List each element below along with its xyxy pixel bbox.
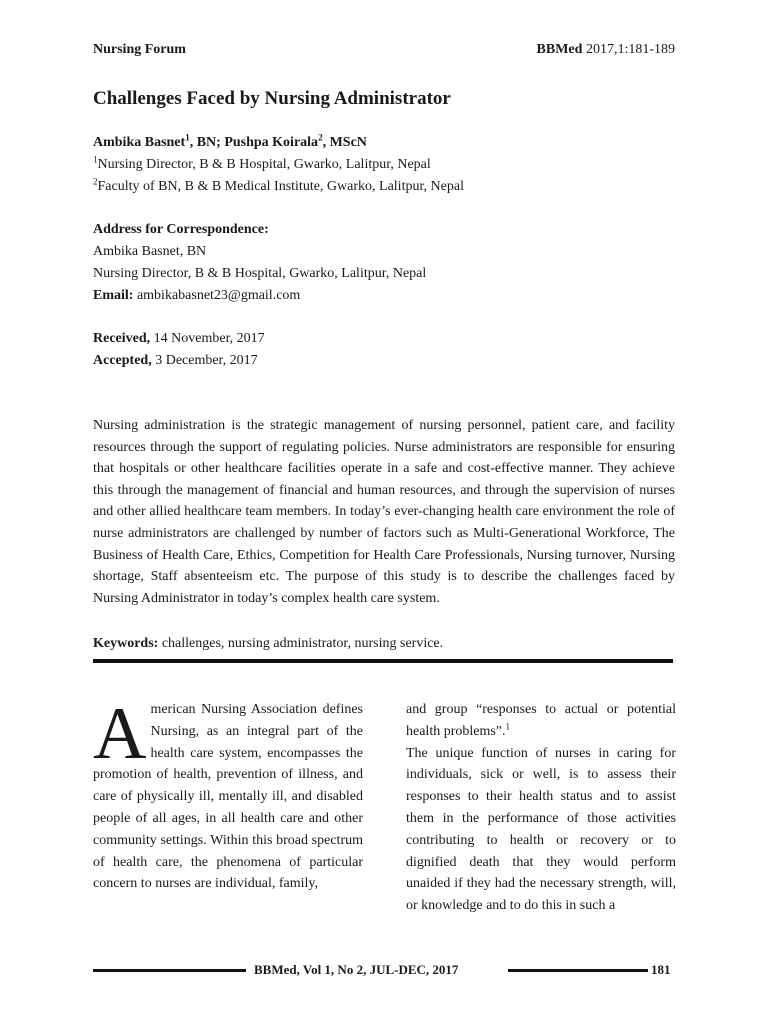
author-line [93, 132, 675, 154]
affiliation-2 [93, 176, 675, 198]
keywords [93, 633, 443, 655]
footer-issue: BBMed, Vol 1, No 2, JUL-DEC, 2017 [254, 962, 459, 977]
author-1-affil-marker: 1 [185, 132, 190, 143]
keywords-label: Keywords: [93, 636, 159, 651]
body-paragraph-1: merican Nursing Association defines Nursing, as an integral part of the health care system, encompasses the promotion of health, prevention of illness, and care of physically ill, mentally ill, and disabled people of all ages, in all health care and other community settings. Within this broad spectrum of health care, the phenomena of particular concern to nurses are individual, family, [93, 702, 363, 892]
email-label: Email: [93, 288, 134, 303]
body-column-right [406, 699, 676, 917]
reference-marker-1[interactable]: 1 [505, 721, 511, 732]
journal-section: Nursing Forum [93, 42, 186, 57]
footer-rule-left [93, 969, 246, 972]
page-number: 181 [651, 962, 671, 977]
affiliation-1-text: Nursing Director, B & B Hospital, Gwarko, Lalitpur, Nepal [97, 157, 431, 172]
author-2-name: Pushpa Koirala [224, 135, 319, 150]
article-title: Challenges Faced by Nursing Administrator [93, 88, 451, 109]
section-divider [93, 659, 673, 663]
affiliation-1 [93, 154, 675, 176]
accepted-date [93, 350, 675, 372]
drop-cap: A [93, 693, 147, 775]
body-paragraph-1-cont [406, 699, 676, 743]
body-paragraph-2: The unique function of nurses in caring for individuals, sick or well, is to assess their responses to their health status and to assist them in the performance of those activities contributing to health or recovery or to dignified death that they would perform unaided if they had the necessary strength, will, or knowledge and to do this in such a [406, 745, 676, 914]
citation [537, 42, 675, 58]
keywords-text: challenges, nursing administrator, nursing service. [158, 636, 444, 651]
author-block [93, 132, 675, 198]
affiliation-2-text: Faculty of BN, B & B Medical Institute, Gwarko, Lalitpur, Nepal [97, 179, 464, 194]
received-label: Received, [93, 331, 151, 346]
accepted-label: Accepted, [93, 353, 152, 368]
body-column-left [93, 693, 363, 895]
affiliation-1-marker: 1 [93, 154, 98, 165]
correspondence-block [93, 219, 675, 307]
received-date [93, 328, 675, 350]
author-2-degree: , MScN [322, 135, 367, 150]
footer-rule-right [508, 969, 648, 972]
citation-journal: BBMed [536, 42, 583, 57]
citation-volume-pages: 2017,1:181-189 [582, 42, 675, 57]
dates-block [93, 328, 675, 372]
correspondence-name: Ambika Basnet, BN [93, 244, 207, 259]
author-2-affil-marker: 2 [318, 132, 323, 143]
accepted-value: 3 December, 2017 [151, 353, 258, 368]
abstract: Nursing administration is the strategic management of nursing personnel, patient care, and facility resources through the support of regulating policies. Nurse administrators are responsible for ensuring that hospitals or other healthcare facilities operate in a safe and cost-effective manner. They achieve this through the management of financial and human resources, and through the supervision of nurses and other allied healthcare team members. In today’s ever-changing health care environment the role of nurse administrators are challenged by number of factors such as Multi-Generational Workforce, The Business of Health Care, Ethics, Competition for Health Care Professionals, Nursing turnover, Nursing shortage, Staff absenteeism etc. The purpose of this study is to describe the challenges faced by Nursing Administrator in today’s complex health care system. [93, 418, 675, 606]
email-address[interactable]: ambikabasnet23@gmail.com [133, 288, 301, 303]
author-1-name: Ambika Basnet [93, 135, 186, 150]
received-value: 14 November, 2017 [150, 331, 265, 346]
body-paragraph-1-cont-text: and group “responses to actual or potential health problems”. [406, 702, 676, 739]
author-1-degree: , BN; [189, 135, 225, 150]
affiliation-2-marker: 2 [93, 176, 98, 187]
correspondence-email [93, 285, 675, 307]
correspondence-address: Nursing Director, B & B Hospital, Gwarko, Lalitpur, Nepal [93, 266, 427, 281]
correspondence-heading: Address for Correspondence: [93, 222, 269, 237]
